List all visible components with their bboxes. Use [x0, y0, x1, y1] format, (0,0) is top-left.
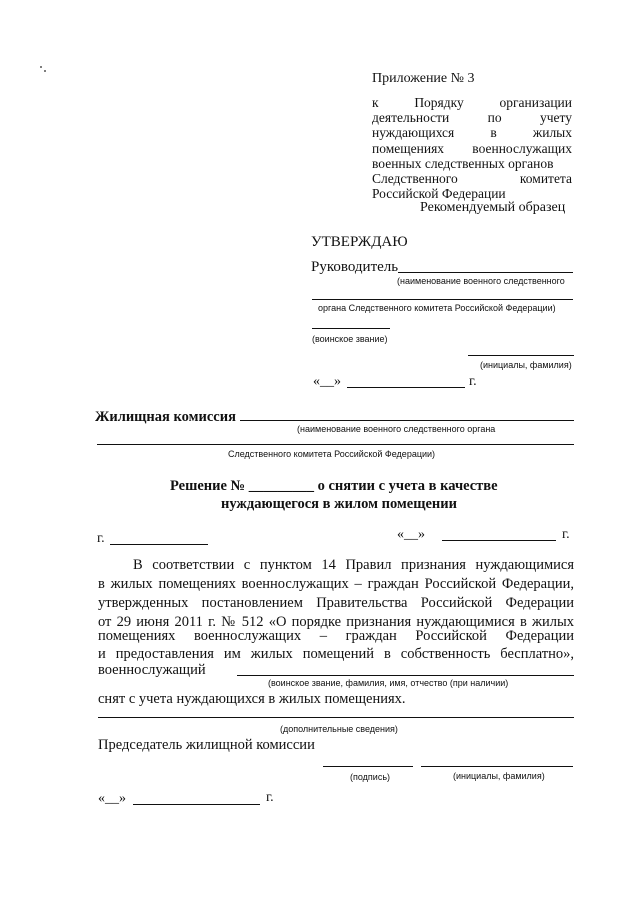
- appendix-line: [372, 110, 572, 125]
- place-city: г.: [97, 531, 105, 546]
- place-date-line: [442, 540, 556, 541]
- rank-line: [312, 328, 390, 329]
- chairman-initials-line: [421, 766, 573, 767]
- caption-commission-body: (наименование военного следственного органа: [297, 424, 496, 434]
- approval-date-quote: «__»: [313, 374, 341, 389]
- appendix-word: жилых: [532, 125, 572, 141]
- appendix-reference: [372, 95, 572, 201]
- approval-year: г.: [469, 374, 477, 389]
- caption-commission-committee: Следственного комитета Российской Федерации): [228, 449, 436, 459]
- caption-rank: (воинское звание): [312, 334, 388, 344]
- appendix-word: деятельности: [372, 110, 450, 126]
- appendix-line: [372, 171, 572, 186]
- body-line-5: помещениях военнослужащих – граждан Российской Федерации: [98, 628, 574, 644]
- serviceman-label: военнослужащий: [98, 662, 206, 678]
- appendix-line: [372, 95, 572, 110]
- appendix-line: [372, 156, 572, 171]
- body-line-4: от 29 июня 2011 г. № 512 «О порядке признания нуждающимися в жилых: [98, 614, 574, 630]
- approve-heading: УТВЕРЖДАЮ: [311, 234, 408, 250]
- caption-chairman-initials: (инициалы, фамилия): [453, 771, 545, 781]
- caption-initials: (инициалы, фамилия): [480, 360, 572, 370]
- scan-speck: [40, 66, 42, 68]
- place-date-quote: «__»: [397, 527, 425, 542]
- scan-speck: [44, 70, 46, 72]
- head-label: Руководитель: [311, 259, 399, 275]
- head-body-line: [398, 272, 573, 273]
- appendix-word: Следственного: [372, 171, 458, 187]
- caption-additional: (дополнительные сведения): [280, 724, 398, 734]
- appendix-word: к: [372, 95, 379, 110]
- commission-body-line: [240, 420, 574, 421]
- decision-title-line2: нуждающегося в жилом помещении: [221, 496, 457, 512]
- commission-committee-line: [97, 444, 574, 445]
- removed-text: снят с учета нуждающихся в жилых помещениях.: [98, 691, 406, 707]
- appendix-word: организации: [499, 95, 572, 110]
- serviceman-line: [237, 675, 574, 676]
- signature-date-line: [133, 804, 260, 805]
- appendix-word: военнослужащих: [472, 140, 572, 156]
- appendix-line: [372, 125, 572, 140]
- body-org-line: [312, 299, 573, 300]
- appendix-word: по: [487, 110, 502, 126]
- appendix-line: [372, 141, 572, 156]
- caption-body-name: (наименование военного следственного: [397, 276, 565, 286]
- appendix-word: помещениях: [372, 140, 445, 156]
- commission-label: Жилищная комиссия: [95, 409, 236, 425]
- appendix-word: в: [490, 125, 497, 141]
- decision-title-line1: Решение № _________ о снятии с учета в качестве: [170, 478, 498, 494]
- recommended-sample-label: Рекомендуемый образец: [420, 200, 566, 215]
- appendix-word: учету: [539, 110, 572, 126]
- caption-serviceman: (воинское звание, фамилия, имя, отчество (при наличии): [268, 678, 509, 688]
- approval-date-line: [347, 387, 465, 388]
- initials-line: [468, 355, 574, 356]
- chairman-label: Председатель жилищной комиссии: [98, 737, 315, 753]
- body-line-1: В соответствии с пунктом 14 Правил признания нуждающимися: [133, 557, 574, 573]
- appendix-word: нуждающихся: [372, 125, 455, 141]
- appendix-word: Российской Федерации: [372, 186, 506, 202]
- appendix-word: комитета: [519, 171, 572, 187]
- appendix-word: военных следственных органов: [372, 155, 554, 171]
- signature-date-quote: «__»: [98, 791, 126, 806]
- signature-line: [323, 766, 413, 767]
- signature-year: г.: [266, 790, 274, 805]
- caption-signature: (подпись): [350, 772, 391, 782]
- body-line-3: утвержденных постановлением Правительства Российской Федерации: [98, 595, 574, 611]
- body-line-2: в жилых помещениях военнослужащих – граждан Российской Федерации,: [98, 576, 574, 592]
- place-year: г.: [562, 527, 570, 542]
- appendix-title: Приложение № 3: [372, 71, 475, 86]
- place-city-line: [110, 544, 208, 545]
- additional-line: [98, 717, 574, 718]
- appendix-word: Порядку: [414, 95, 464, 110]
- body-line-6: и предоставления им жилых помещений в собственность бесплатно»,: [98, 646, 574, 662]
- caption-body-org: органа Следственного комитета Российской Федерации): [318, 303, 556, 313]
